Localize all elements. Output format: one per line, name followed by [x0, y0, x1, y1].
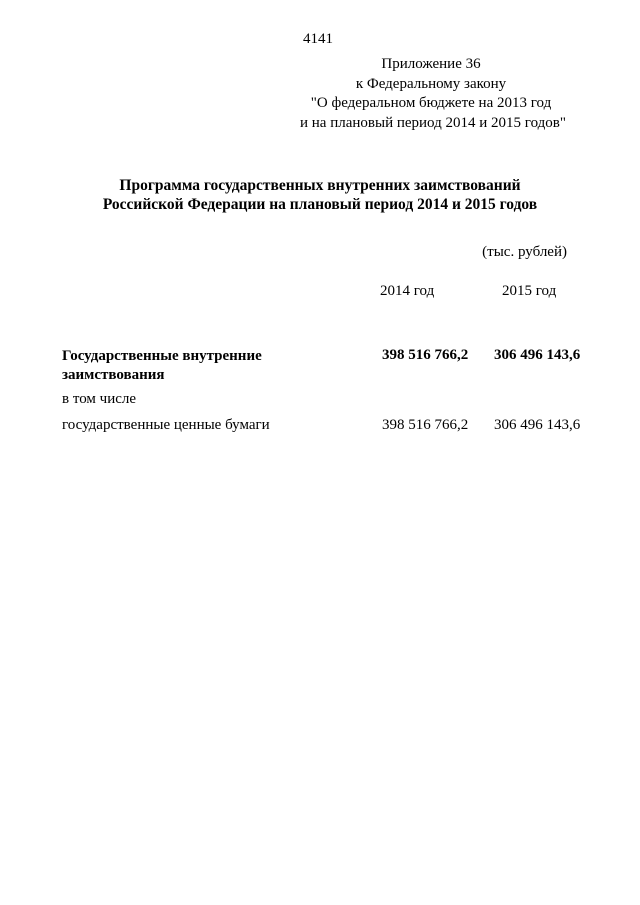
title-line: Программа государственных внутренних заимствований	[119, 177, 521, 194]
appendix-line: Приложение 36	[381, 56, 481, 72]
document-title	[60, 176, 580, 214]
appendix-line: и на плановый период 2014 и 2015 годов"	[300, 114, 566, 131]
row-label-total: Государственные внутренние заимствования	[62, 348, 262, 383]
column-header-2014: 2014 год	[380, 283, 435, 299]
appendix-line: к Федеральному закону	[355, 75, 507, 92]
row-label-securities: государственные ценные бумаги	[62, 417, 270, 433]
appendix-line: "О федеральном бюджете на 2013 год	[310, 95, 552, 111]
row-label-including: в том числе	[62, 391, 137, 407]
value-securities-2015: 306 496 143,6	[494, 417, 581, 433]
value-securities-2014: 398 516 766,2	[382, 417, 469, 433]
value-total-2015: 306 496 143,6	[494, 347, 581, 363]
value-total-2014: 398 516 766,2	[382, 347, 469, 363]
units-note: (тыс. рублей)	[482, 244, 567, 260]
column-header-2015: 2015 год	[502, 283, 557, 299]
appendix-header	[300, 55, 566, 133]
title-line: Российской Федерации на плановый период 2014 и 2015 годов	[102, 196, 538, 213]
page-number: 4141	[303, 31, 333, 47]
